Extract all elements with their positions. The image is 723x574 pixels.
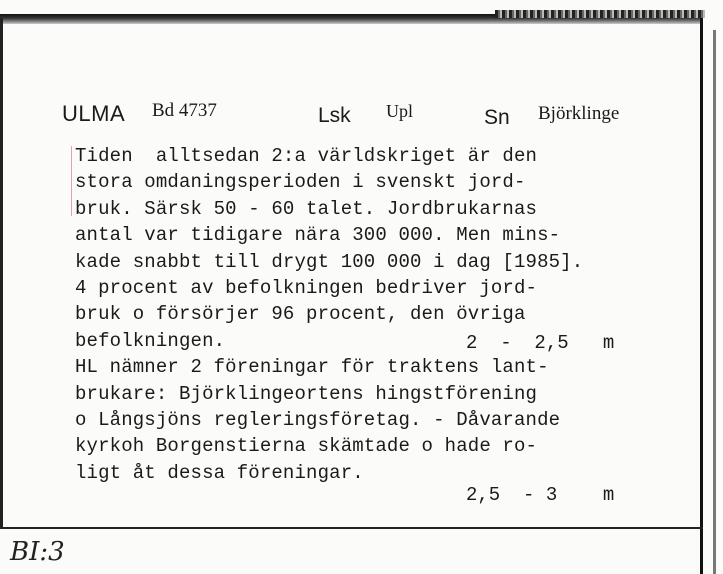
text-line: kyrkoh Borgenstierna skämtade o hade ro-: [75, 435, 538, 458]
text-line: ligt åt dessa föreningar.: [75, 461, 364, 484]
archive-code: ULMA: [62, 101, 126, 126]
measure-marker-2: 2,5 - 3 m: [466, 484, 615, 506]
text-line: kade snabbt till drygt 100 000 i dag [1985].: [75, 250, 584, 273]
parish-label: Sn: [484, 106, 510, 129]
handwritten-signature: BI:3: [10, 537, 65, 567]
text-line: brukare: Björklingeortens hingstförening: [75, 382, 538, 405]
measure-marker-1: 2 - 2,5 m: [466, 332, 615, 354]
card-bottom-edge: [0, 527, 703, 529]
text-line: antal var tidigare nära 300 000. Men mins-: [75, 224, 561, 247]
margin-rule: [71, 146, 72, 216]
text-line: HL nämner 2 föreningar för traktens lant-: [75, 356, 549, 379]
card-header: [0, 0, 723, 140]
card-body-text: [75, 143, 695, 486]
text-line: 4 procent av befolkningen bedriver jord-: [75, 276, 538, 299]
text-line: bruk. Särsk 50 - 60 talet. Jordbrukarnas: [75, 197, 538, 220]
province-label: Lsk: [318, 104, 351, 127]
text-line: stora omdaningsperioden i svenskt jord-: [75, 171, 526, 194]
text-line: o Långsjöns regleringsföretag. - Dåvarande: [75, 408, 561, 431]
text-line: befolkningen.: [75, 329, 226, 352]
parish-value: Björklinge: [538, 103, 620, 124]
record-number: Bd 4737: [152, 100, 217, 121]
text-line: bruk o försörjer 96 procent, den övriga: [75, 303, 526, 326]
province-value: Upl: [386, 101, 413, 121]
text-line: Tiden alltsedan 2:a världskriget är den: [75, 145, 538, 167]
